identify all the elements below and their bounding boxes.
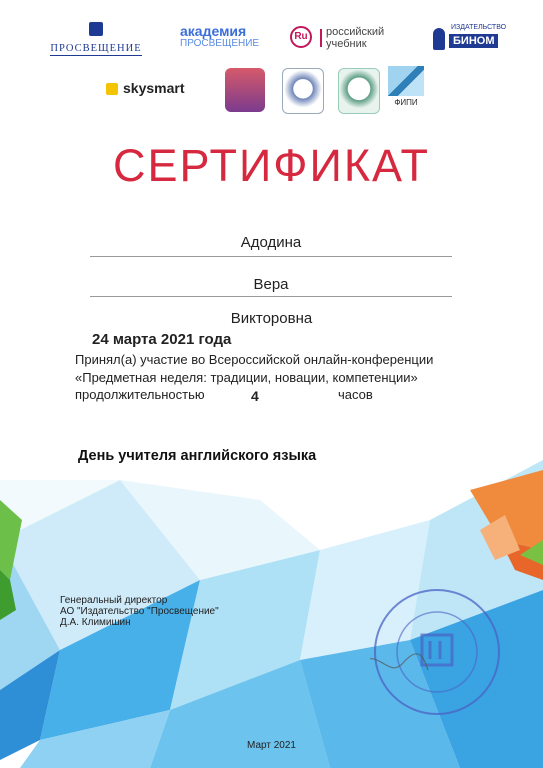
akademiya-logo: [180, 24, 260, 50]
prosveshchenie-logo: [48, 22, 144, 52]
akademiya-logo-line2: ПРОСВЕЩЕНИЕ: [180, 38, 260, 49]
binom-figure-icon: [433, 28, 445, 50]
prosveshchenie-logo-text: ПРОСВЕЩЕНИЕ: [50, 43, 142, 54]
logo-divider: [320, 29, 322, 47]
participation-text-line2: «Предметная неделя: традиции, новации, компетенции»: [75, 370, 418, 385]
binom-big-text: БИНОМ: [449, 34, 498, 48]
fipi-logo: [388, 66, 428, 112]
skysmart-logo-text: skysmart: [123, 80, 185, 96]
prosveshchenie-emblem-icon: [89, 22, 103, 36]
university-crest-1-icon: [225, 68, 265, 112]
rus-uchebnik-line2: учебник: [326, 38, 367, 50]
duration-hours-unit: часов: [338, 387, 373, 402]
event-name: День учителя английского языка: [78, 448, 317, 464]
binom-small-text: ИЗДАТЕЛЬСТВО: [451, 24, 507, 31]
signatory-position: Генеральный директор: [60, 595, 168, 606]
skysmart-mark-icon: [106, 83, 118, 95]
company-stamp-icon: [370, 585, 504, 719]
fipi-logo-text: ФИПИ: [394, 98, 418, 107]
duration-hours-value: 4: [251, 388, 259, 404]
skysmart-logo: [106, 80, 206, 98]
university-crest-2-icon: [282, 68, 324, 114]
akademiya-logo-line1: академия: [180, 23, 247, 39]
university-crest-3-icon: [338, 68, 380, 114]
recipient-first-name: Вера: [253, 276, 289, 293]
first-name-underline: [90, 296, 452, 297]
binom-logo: [433, 24, 507, 52]
event-date: 24 марта 2021 года: [92, 331, 232, 348]
surname-underline: [90, 256, 452, 257]
ru-emblem-icon: Ru: [290, 26, 312, 48]
fipi-emblem-icon: [388, 66, 424, 96]
rus-uchebnik-line1: российский: [326, 26, 385, 38]
participation-text-line1: Принял(а) участие во Всероссийской онлайн-конференции: [75, 352, 434, 367]
signatory-company: АО "Издательство "Просвещение": [60, 606, 219, 617]
duration-label: продолжительностью: [75, 387, 205, 402]
recipient-surname: Адодина: [240, 234, 302, 251]
issue-date: Март 2021: [247, 740, 296, 751]
rossiyskiy-uchebnik-logo: [290, 26, 400, 52]
signatory-name: Д.А. Климишин: [60, 617, 131, 628]
recipient-patronymic: Викторовна: [230, 310, 313, 327]
certificate-title: СЕРТИФИКАТ: [112, 140, 431, 191]
